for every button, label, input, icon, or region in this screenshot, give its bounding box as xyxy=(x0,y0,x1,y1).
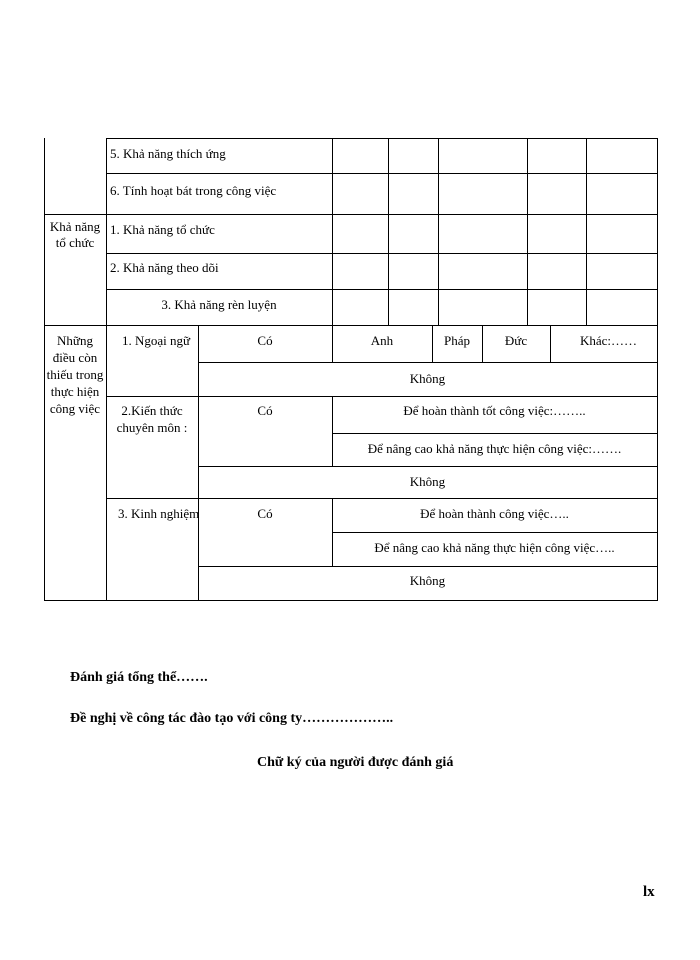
option-phap: Pháp xyxy=(444,333,470,348)
chu-ky-nguoi-duoc-danh-gia: Chữ ký của người được đánh giá xyxy=(257,755,454,770)
option-khac: Khác:…… xyxy=(580,333,638,348)
option-anh: Anh xyxy=(370,333,394,348)
row-tinh-hoat-bat: 6. Tính hoạt bát trong công việc xyxy=(110,183,277,198)
row-kha-nang-thich-ung: 5. Khả năng thích ứng xyxy=(110,146,226,161)
page-number: lx xyxy=(643,884,655,900)
group-kha-nang-to-chuc: Khả năng tổ chức xyxy=(49,219,101,250)
ngoai-ngu-khong: Không xyxy=(409,371,446,386)
kinh-nghiem-label: 3. Kinh nghiệm xyxy=(118,506,200,521)
kien-thuc-co: Có xyxy=(257,403,273,418)
kien-thuc-khong: Không xyxy=(409,474,446,489)
kinh-nghiem-nang-cao: Để nâng cao khả năng thực hiện công việc….. xyxy=(374,540,615,555)
group-nhung-dieu-con-thieu: Những điều còn thiếu trong thực hiện công việc xyxy=(46,333,104,416)
de-nghi-dao-tao: Đề nghị về công tác đào tạo với công ty……………….. xyxy=(70,711,394,726)
kien-thuc-label: 2.Kiến thức chuyên môn : xyxy=(116,403,188,435)
option-duc: Đức xyxy=(504,333,528,348)
ngoai-ngu-label: 1. Ngoại ngữ xyxy=(122,333,191,348)
row-kha-nang-to-chuc: 1. Khả năng tổ chức xyxy=(110,222,215,237)
danh-gia-tong-the: Đánh giá tổng thể……. xyxy=(70,670,208,685)
ngoai-ngu-co: Có xyxy=(257,333,273,348)
kinh-nghiem-khong: Không xyxy=(409,573,446,588)
kinh-nghiem-hoan-thanh: Để hoàn thành công việc….. xyxy=(420,506,569,521)
kinh-nghiem-co: Có xyxy=(257,506,273,521)
row-kha-nang-theo-doi: 2. Khả năng theo dõi xyxy=(110,260,219,275)
kien-thuc-hoan-thanh: Để hoàn thành tốt công việc:…….. xyxy=(403,403,586,418)
kien-thuc-nang-cao: Để nâng cao khả năng thực hiện công việc:……. xyxy=(367,441,622,456)
row-kha-nang-ren-luyen: 3. Khả năng rèn luyện xyxy=(161,297,277,312)
